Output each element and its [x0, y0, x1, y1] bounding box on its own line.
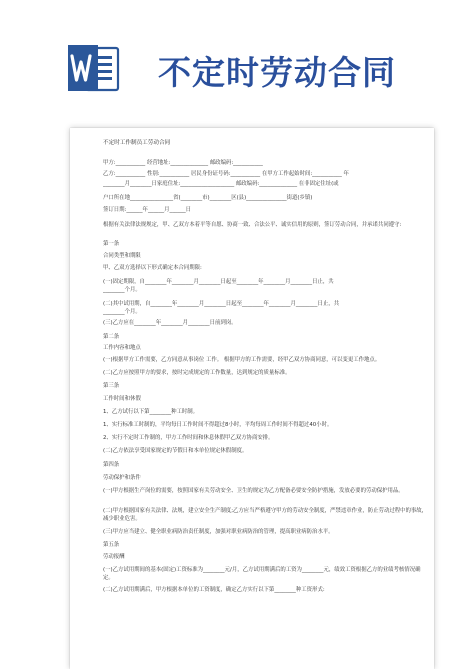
document-heading: 不定时工作制员工劳动合同: [103, 140, 171, 146]
document-line: ________个月。: [103, 309, 141, 315]
document-line: 甲、乙双方选择以下形式确定本合同期限:: [103, 265, 202, 271]
document-line: (二)乙方应按照甲方的要求，按时完成规定的工作数量，达到规定的质量标准。: [103, 370, 291, 376]
section-subheading: 工作时间和休假: [103, 396, 141, 402]
document-line: ________个月。: [103, 287, 141, 293]
section-heading: 第四条: [103, 462, 120, 468]
document-line: 乙方:___________ 性别:___________ 居民身份证号码:___________ 在甲方工作起始时间:___________ 年: [103, 171, 349, 177]
section-heading: 第三条: [103, 383, 120, 389]
page-title: 不定时劳动合同: [158, 53, 396, 92]
document-line: 2、实行不定时工作制的，甲方工作时间和休息休假甲乙双方协商安排。: [103, 435, 274, 441]
document-paragraph: 根据有关法律法规规定，甲、乙双方本着平等自愿、协商一致、合法公平、诚实信用的原则，签订劳动合同，并承诺共同遵守:: [103, 222, 402, 228]
document-paragraph: (一)乙方试用期间的基本(固定)工资标准为________元/月，乙方试用期满后的工资为________元，绩效工资根据乙方的业绩考核情况确定。: [103, 567, 421, 581]
section-heading: 第一条: [103, 241, 120, 247]
section-subheading: 劳动报酬: [103, 554, 125, 560]
section-heading: 第二条: [103, 334, 120, 340]
document-line: 户口所在地________________省(________市)________区(县)_______________街道(乡镇): [103, 195, 313, 201]
document-line: (二)其中试用期，自________年________月________日起至________年________月________日止，共: [103, 301, 340, 307]
document-paragraph: (二)甲方根据国家有关法律、法规，建立安全生产制度;乙方应当严格遵守甲方的劳动安全制度，严禁违章作业，防止劳动过程中的事故，减少职业危害。: [103, 508, 428, 522]
document-line: (三)乙方应在________年________月________日前到岗。: [103, 320, 237, 326]
document-line: (一)固定期限，自________年________月________日起至________年________月________日止，共: [103, 279, 334, 285]
document-line: 甲方:___________ 经营地址:______________ 邮政编码:___________: [103, 160, 263, 166]
document-line: 签订日期:______年______月______日: [103, 207, 192, 213]
document-paragraph: (一)甲方根据生产岗位的需要，按照国家有关劳动安全、卫生的规定为乙方配备必要安全防护措施，发放必要的劳动保护用品。: [103, 488, 404, 494]
section-subheading: 劳动保护和条件: [103, 475, 141, 481]
document-page: [70, 128, 434, 669]
word-document-icon: [68, 40, 124, 96]
banner: [0, 0, 474, 110]
document-line: 1、乙方试行以下第________种工时制。: [103, 409, 199, 415]
section-heading: 第五条: [103, 542, 120, 548]
document-line: ________月________日家庭住址:____________________ 邮政编码:______________ 在非固定住址(或: [103, 181, 339, 187]
document-line: (三)甲方应当建立、健全职业病防治责任制度，加强对职业病防治的管理，提高职业病防治水平。: [103, 529, 334, 535]
section-subheading: 工作内容和地点: [103, 345, 141, 351]
document-line: (二)乙方依法享受国家规定的节假日和本单位规定休假制度。: [103, 448, 248, 454]
document-line: (二)乙方试用期满后，甲方根据本单位的工资制度，确定乙方实行以下第________种工资形式:: [103, 587, 325, 593]
document-line: 1、实行标准工时制的，平均每日工作时间不得超过8小时，平均每周工作时间不得超过40小时。: [103, 422, 333, 428]
document-line: (一)根据甲方工作需要，乙方同意从事岗位 工作。 根据甲方的工作需要，经甲乙双方协商同意，可以变更工作地点。: [103, 357, 381, 363]
section-subheading: 合同类型和期限: [103, 253, 141, 259]
